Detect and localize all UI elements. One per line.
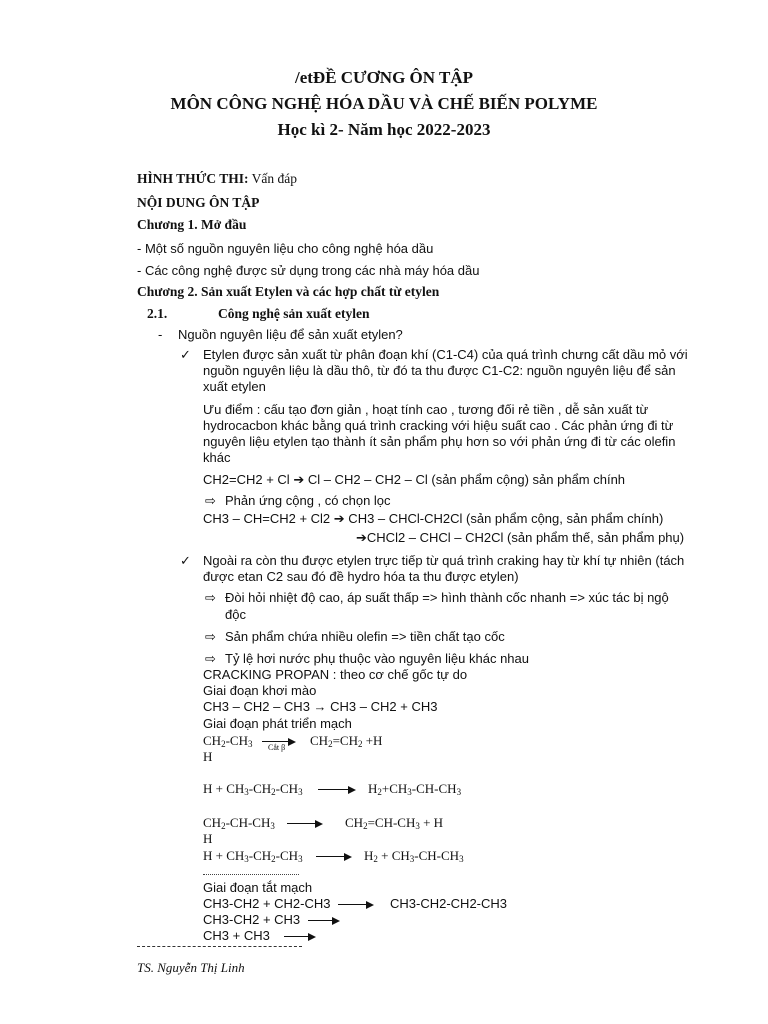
reaction-1: CH2=CH2 + Cl ➔ Cl – CH2 – CH2 – Cl (sản phẩm cộng) sản phẩm chính: [203, 472, 626, 487]
doc-title: /etĐỀ CƯƠNG ÔN TẬP: [294, 68, 474, 87]
termination-eq-1-left: CH3-CH2 + CH2-CH3: [203, 896, 331, 911]
reaction-arrow: [318, 789, 354, 790]
course-title: MÔN CÔNG NGHỆ HÓA DẦU VÀ CHẾ BIẾN POLYME: [170, 94, 598, 113]
selective-note: Phản ứng cộng , có chọn lọc: [225, 493, 391, 508]
content-title: NỘI DUNG ÔN TẬP: [137, 195, 260, 210]
reaction-arrow: [287, 823, 321, 824]
propagation-eq-b-left: $H + CH_3-CH_2-CH_3$: [203, 781, 303, 797]
exam-form-value: Vấn đáp: [248, 171, 298, 186]
chapter-2-title: Chương 2. Sản xuất Etylen và các hợp chất từ etylen: [137, 284, 440, 299]
cut-beta-label: Cắt β: [268, 743, 286, 752]
dash-bullet: -: [158, 327, 163, 342]
bullet-1-line-2: độc: [225, 607, 246, 622]
chapter-1-item-2: - Các công nghệ được sử dụng trong các nhà máy hóa dầu: [137, 263, 480, 278]
cracking-title: CRACKING PROPAN : theo cơ chế gốc tự do: [203, 667, 468, 682]
paragraph-2-line-3: nguyên liệu etylen tạo thành ít sản phẩm phụ hơn so với phản ứng đi từ các olefin: [203, 434, 676, 449]
reaction-arrow: [262, 741, 294, 742]
termination-eq-1-right: CH3-CH2-CH2-CH3: [390, 896, 508, 911]
reaction-2: CH3 – CH=CH2 + Cl2 ➔ CH3 – CHCl-CH2Cl (sản phẩm cộng, sản phẩm chính): [203, 511, 664, 526]
paragraph-1-line-1: Etylen được sản xuất từ phân đoạn khí (C1-C4) của quá trình chưng cất dầu mỏ với: [203, 347, 688, 362]
dotted-separator: [203, 874, 299, 875]
hollow-arrow-icon: ⇨: [205, 629, 216, 644]
stage-termination: Giai đoạn tắt mạch: [203, 880, 313, 895]
chapter-1-item-1: - Một số nguồn nguyên liệu cho công nghệ hóa dầu: [137, 241, 434, 256]
author-name: TS. Nguyễn Thị Linh: [137, 960, 245, 975]
reaction-arrow: [308, 920, 338, 921]
reaction-3: ➔CHCl2 – CHCl – CH2Cl (sản phẩm thế, sản phẩm phụ): [356, 530, 685, 545]
arrow-icon: →: [313, 699, 327, 714]
paragraph-2-line-4: khác: [203, 450, 231, 465]
paragraph-2-line-2: hydrocacbon khác bằng quá trình cracking với hiệu suất cao . Các phản ứng đi từ: [203, 418, 674, 433]
hollow-arrow-icon: ⇨: [205, 590, 216, 605]
reaction-arrow: [284, 936, 314, 937]
bullet-2: Sản phẩm chứa nhiều olefin => tiền chất tạo cốc: [225, 629, 505, 644]
paragraph-3-line-1: Ngoài ra còn thu được etylen trực tiếp từ quá trình craking hay từ khí tự nhiên (tách: [203, 553, 685, 568]
section-number: 2.1.: [147, 306, 168, 321]
reaction-arrow: [338, 904, 372, 905]
termination-eq-3-left: CH3 + CH3: [203, 928, 270, 943]
chapter-1-title: Chương 1. Mở đầu: [137, 217, 247, 232]
propagation-eq-a-left: $CH_2-CH_3$: [203, 733, 253, 749]
radical-h-1: H: [203, 749, 213, 764]
propagation-eq-c-left: $CH_2-CH-CH_3$: [203, 815, 275, 831]
radical-h-2: H: [203, 831, 213, 846]
propagation-eq-b-right: $H_2+CH_3-CH-CH_3$: [368, 781, 462, 797]
question-text: Nguồn nguyên liệu để sản xuất etylen?: [178, 327, 403, 342]
bold-arrow-icon: ➔: [356, 530, 367, 545]
propagation-eq-d-left: $H + CH_3-CH_2-CH_3$: [203, 848, 303, 864]
propagation-eq-d-right: $H_2 + CH_3-CH-CH_3$: [364, 848, 464, 864]
exam-form-label: HÌNH THỨC THI:: [137, 171, 249, 186]
stage-propagation: Giai đoạn phát triển mạch: [203, 716, 352, 731]
bold-arrow-icon: ➔: [293, 472, 305, 487]
paragraph-1-line-2: nguồn nguyên liệu là dầu thô, từ đó ta thu được C1-C2: nguồn nguyên liệu để sản: [203, 363, 676, 378]
check-bullet-icon: ✓: [180, 347, 191, 362]
bullet-1-line-1: Đòi hỏi nhiệt độ cao, áp suất thấp => hình thành cốc nhanh => xúc tác bị ngộ: [225, 590, 669, 605]
exam-form-line: [137, 171, 297, 187]
propagation-eq-a-right: $CH_2=CH_2 +H$: [310, 733, 383, 749]
hollow-arrow-icon: ⇨: [205, 651, 216, 666]
bold-arrow-icon: ➔: [333, 511, 345, 526]
reaction-arrow: [316, 856, 350, 857]
initiation-equation: CH3 – CH2 – CH3 → CH3 – CH2 + CH3: [203, 699, 438, 714]
stage-initiation: Giai đoạn khơi mào: [203, 683, 317, 698]
paragraph-2-line-1: Ưu điểm : cấu tạo đơn giản , hoạt tính cao , tương đối rẻ tiền , dễ sản xuất từ: [203, 402, 649, 417]
hollow-arrow-icon: ⇨: [205, 493, 216, 508]
footer-divider: [137, 946, 302, 947]
bullet-3: Tỷ lệ hơi nước phụ thuộc vào nguyên liệu khác nhau: [225, 651, 529, 666]
section-title: Công nghệ sản xuất etylen: [218, 306, 370, 321]
check-bullet-icon: ✓: [180, 553, 191, 568]
semester-line: Học kì 2- Năm học 2022-2023: [277, 120, 491, 139]
paragraph-3-line-2: được etan C2 sau đó đề hydro hóa ta thu được etylen): [203, 569, 519, 584]
paragraph-1-line-3: xuất etylen: [203, 379, 266, 394]
propagation-eq-c-right: $CH_2=CH-CH_3 + H$: [345, 815, 444, 831]
termination-eq-2-left: CH3-CH2 + CH3: [203, 912, 301, 927]
